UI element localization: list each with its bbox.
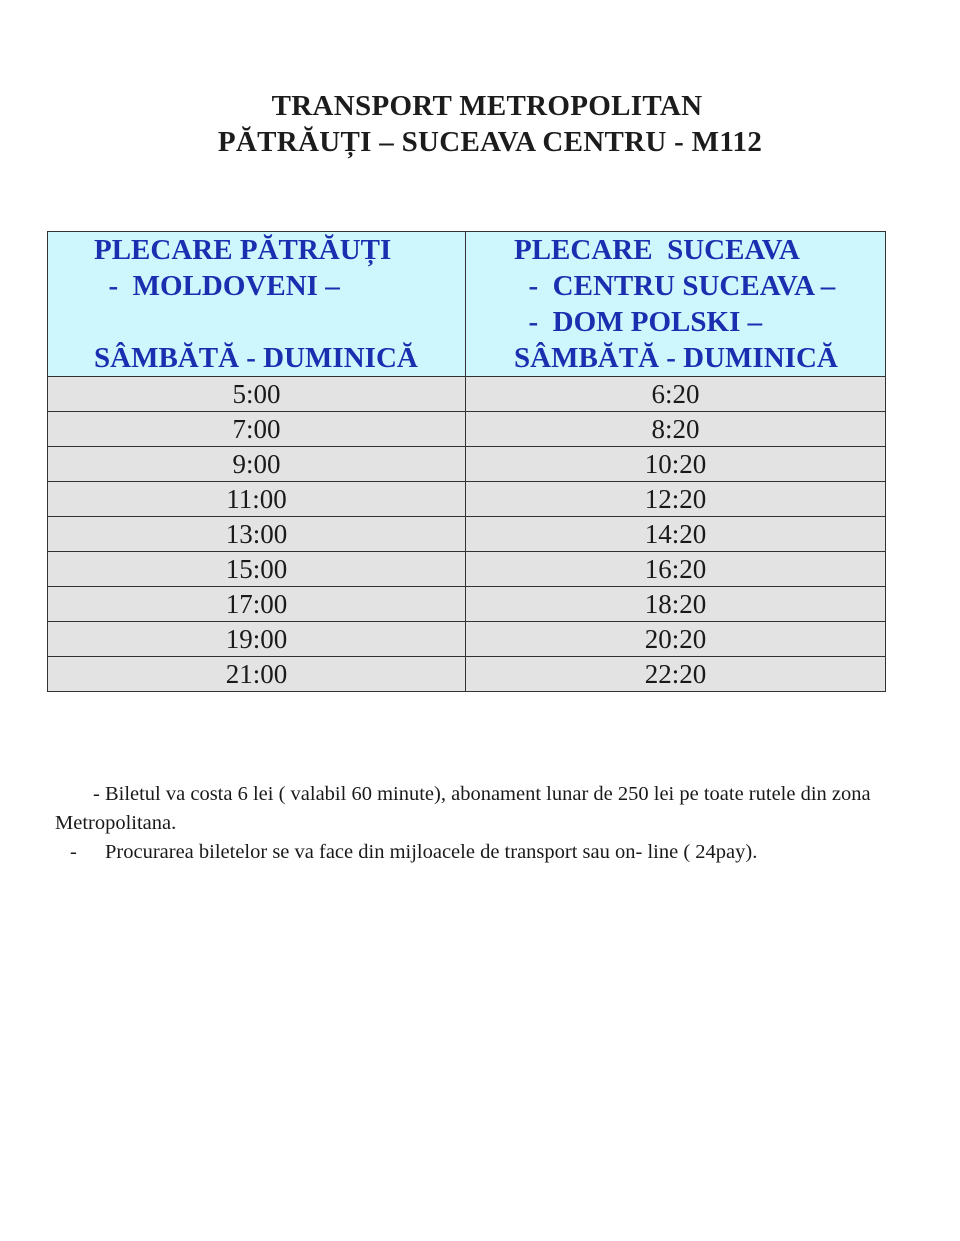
header-line: SÂMBĂTĂ - DUMINICĂ xyxy=(514,342,838,374)
header-line: - MOLDOVENI – xyxy=(94,270,340,302)
header-line xyxy=(48,304,465,340)
table-header-row xyxy=(48,232,886,377)
time-cell-suceava: 20:20 xyxy=(466,622,886,657)
header-line: - DOM POLSKI – xyxy=(514,306,763,338)
title-line-2: PĂTRĂUȚI – SUCEAVA CENTRU - M112 xyxy=(217,126,763,158)
time-cell-patrauti: 9:00 xyxy=(48,447,466,482)
time-cell-patrauti: 15:00 xyxy=(48,552,466,587)
table-row xyxy=(48,447,886,482)
time-cell-suceava: 16:20 xyxy=(466,552,886,587)
time-cell-patrauti: 13:00 xyxy=(48,517,466,552)
header-departure-suceava xyxy=(466,232,886,377)
table-row xyxy=(48,412,886,447)
header-line: PLECARE SUCEAVA xyxy=(514,234,800,266)
notes-section xyxy=(55,780,915,867)
table-row xyxy=(48,622,886,657)
header-line: PLECARE PĂTRĂUȚI xyxy=(94,234,392,266)
schedule-table xyxy=(47,231,886,692)
table-row xyxy=(48,552,886,587)
time-cell-patrauti: 21:00 xyxy=(48,657,466,692)
time-cell-patrauti: 19:00 xyxy=(48,622,466,657)
header-line: - CENTRU SUCEAVA – xyxy=(514,270,836,302)
bullet-dash: - xyxy=(70,841,77,863)
table-row xyxy=(48,587,886,622)
document-title xyxy=(0,88,960,160)
time-cell-patrauti: 11:00 xyxy=(48,482,466,517)
time-cell-suceava: 22:20 xyxy=(466,657,886,692)
ticket-purchase-text: Procurarea biletelor se va face din mijloacele de transport sau on- line ( 24pay). xyxy=(105,841,758,863)
time-cell-patrauti: 5:00 xyxy=(48,377,466,412)
time-cell-suceava: 6:20 xyxy=(466,377,886,412)
time-cell-suceava: 18:20 xyxy=(466,587,886,622)
table-row xyxy=(48,517,886,552)
header-departure-patrauti xyxy=(48,232,466,377)
table-row xyxy=(48,482,886,517)
time-cell-suceava: 8:20 xyxy=(466,412,886,447)
title-line-1: TRANSPORT METROPOLITAN xyxy=(271,90,703,122)
time-cell-suceava: 12:20 xyxy=(466,482,886,517)
time-cell-patrauti: 17:00 xyxy=(48,587,466,622)
table-row xyxy=(48,657,886,692)
ticket-purchase-note xyxy=(55,838,915,867)
header-line: SÂMBĂTĂ - DUMINICĂ xyxy=(94,342,418,374)
table-row xyxy=(48,377,886,412)
ticket-price-note: - Biletul va costa 6 lei ( valabil 60 minute), abonament lunar de 250 lei pe toate rutele din zona Metropolitana. xyxy=(55,783,871,834)
time-cell-suceava: 10:20 xyxy=(466,447,886,482)
time-cell-suceava: 14:20 xyxy=(466,517,886,552)
time-cell-patrauti: 7:00 xyxy=(48,412,466,447)
